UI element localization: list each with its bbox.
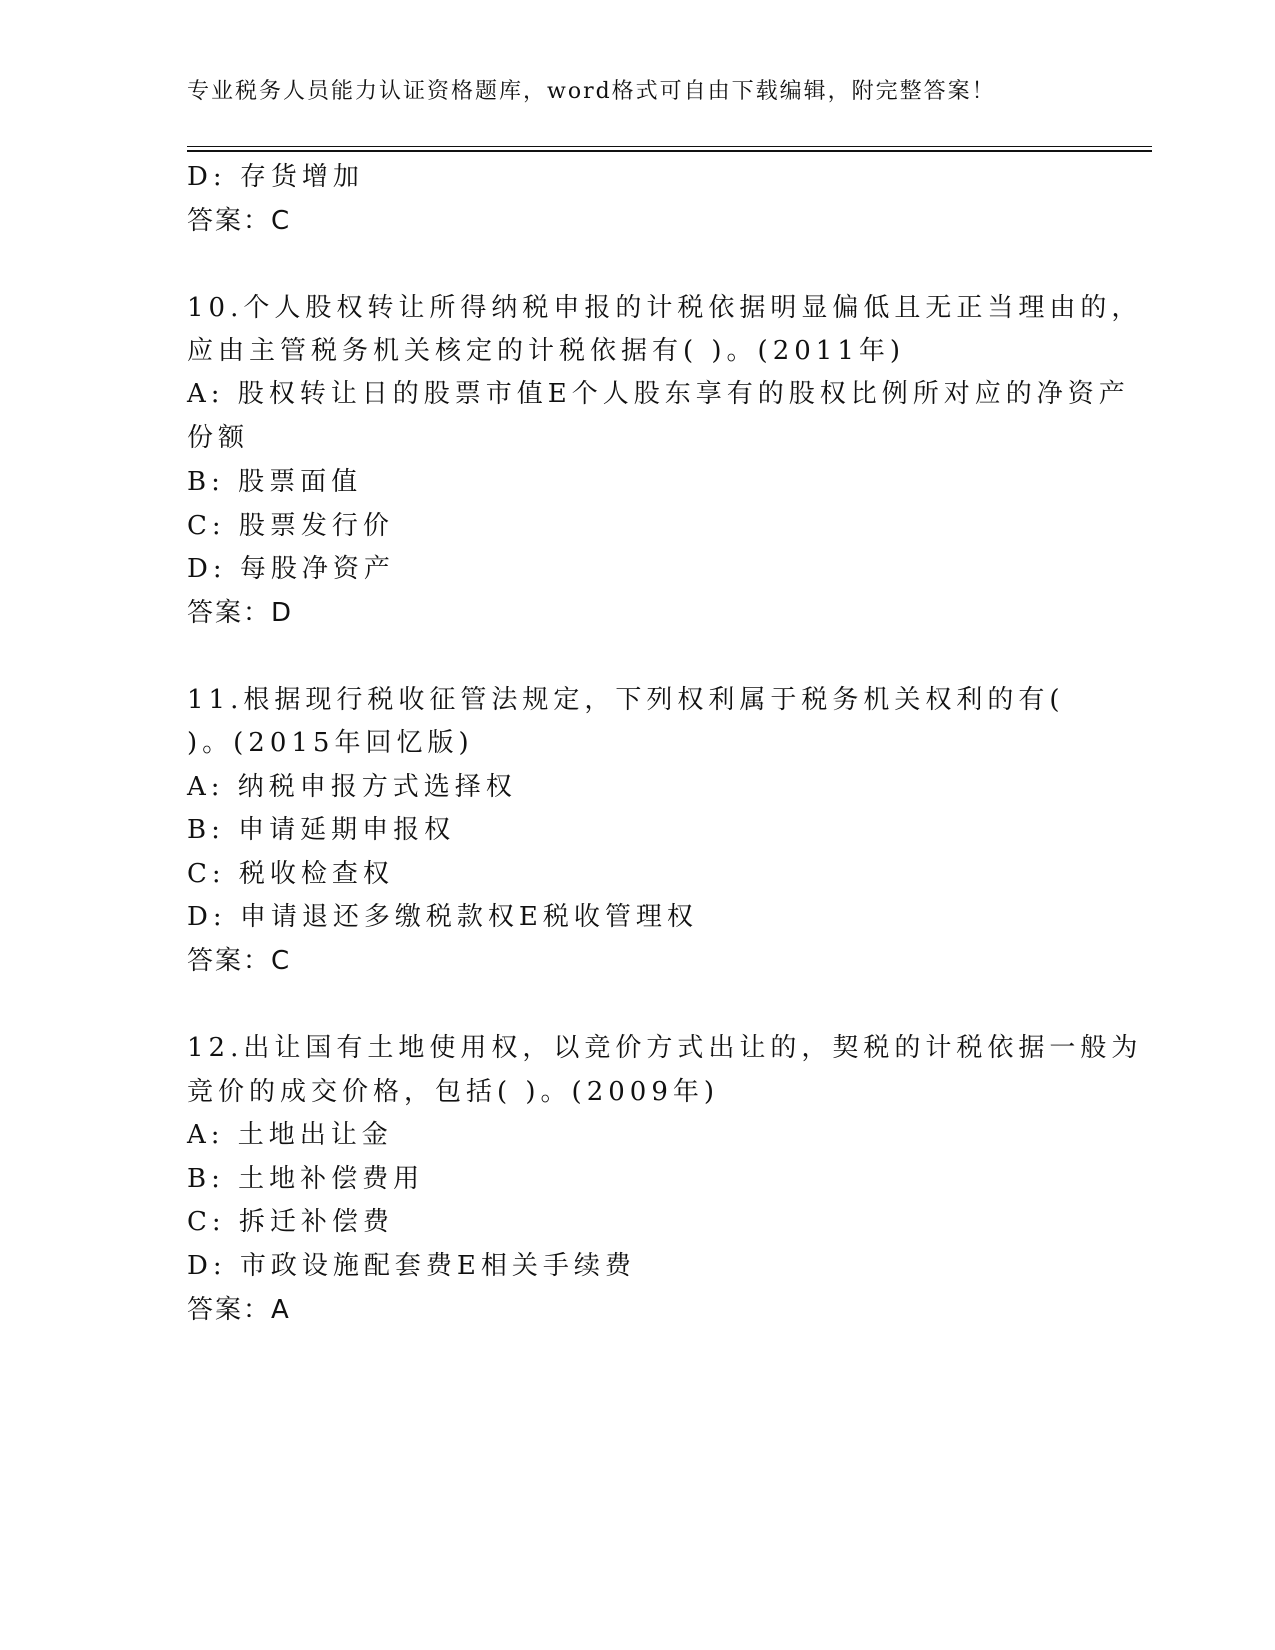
question-10-option-a: A: 股权转让日的股票市值E个人股东享有的股权比例所对应的净资产 bbox=[187, 379, 1130, 409]
question-12-option-c: C: 拆迁补偿费 bbox=[187, 1207, 394, 1237]
question-12-answer: 答案：A bbox=[187, 1295, 291, 1325]
header-divider bbox=[187, 146, 1152, 147]
option-d: D: 存货增加 bbox=[187, 162, 364, 192]
page-header: 专业税务人员能力认证资格题库，word格式可自由下载编辑，附完整答案！ bbox=[187, 79, 996, 104]
question-11-line-1: 11.根据现行税收征管法规定，下列权利属于税务机关权利的有( bbox=[187, 685, 1065, 715]
question-12-option-b: B: 土地补偿费用 bbox=[187, 1164, 425, 1194]
answer: 答案：C bbox=[187, 206, 292, 236]
question-11-answer: 答案：C bbox=[187, 946, 292, 976]
question-11-option-b: B: 申请延期申报权 bbox=[187, 815, 456, 845]
question-10-line-2: 应由主管税务机关核定的计税依据有( )。(2011年) bbox=[187, 336, 906, 366]
question-11-option-a: A: 纳税申报方式选择权 bbox=[187, 772, 517, 802]
question-11-option-d: D: 申请退还多缴税款权E税收管理权 bbox=[187, 902, 698, 932]
question-12-option-d: D: 市政设施配套费E相关手续费 bbox=[187, 1251, 636, 1281]
question-10-option-b: B: 股票面值 bbox=[187, 467, 363, 497]
header-divider-thick bbox=[187, 150, 1152, 152]
question-10-option-d: D: 每股净资产 bbox=[187, 554, 395, 584]
question-12-line-2: 竞价的成交价格，包括( )。(2009年) bbox=[187, 1077, 720, 1107]
question-10-option-c: C: 股票发行价 bbox=[187, 511, 394, 541]
question-10-option-a-cont: 份额 bbox=[187, 423, 250, 453]
question-11-line-2: )。(2015年回忆版) bbox=[187, 728, 474, 758]
question-12-option-a: A: 土地出让金 bbox=[187, 1120, 393, 1150]
question-10-line-1: 10.个人股权转让所得纳税申报的计税依据明显偏低且无正当理由的， bbox=[187, 293, 1143, 323]
question-12-line-1: 12.出让国有土地使用权，以竞价方式出让的，契税的计税依据一般为 bbox=[187, 1033, 1143, 1063]
question-11-option-c: C: 税收检查权 bbox=[187, 859, 394, 889]
question-10-answer: 答案：D bbox=[187, 598, 294, 628]
